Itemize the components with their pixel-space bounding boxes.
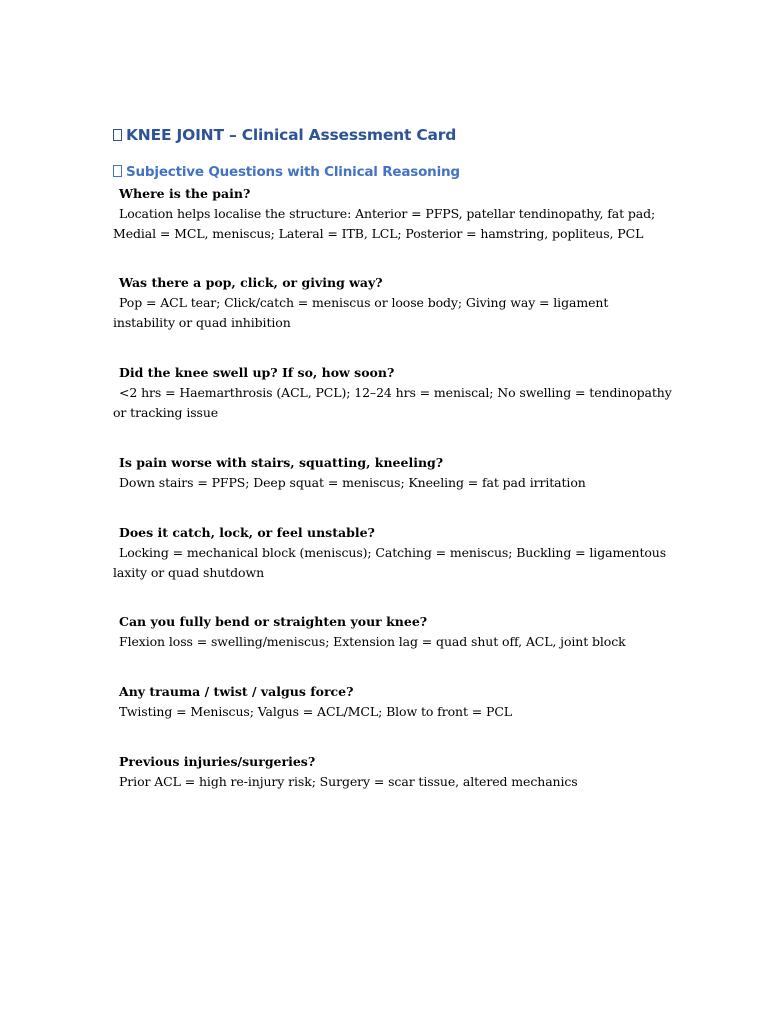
reasoning-text: Prior ACL = high re-injury risk; Surgery = scar tissue, altered mechanics [119, 774, 578, 789]
reasoning-text: Pop = ACL tear; Click/catch = meniscus or loose body; Giving way = ligament instability or quad inhibition [113, 295, 609, 330]
question-text: Any trauma / twist / valgus force? [119, 684, 354, 699]
question-block [113, 682, 673, 722]
reasoning-text: Locking = mechanical block (meniscus); Catching = meniscus; Buckling = ligamentous laxity or quad shutdown [113, 545, 667, 580]
document-title-text: KNEE JOINT – Clinical Assessment Card [126, 126, 457, 144]
reasoning-text: Flexion loss = swelling/meniscus; Extension lag = quad shut off, ACL, joint block [119, 634, 626, 649]
question-block [113, 453, 673, 493]
question-block [113, 612, 673, 652]
question-block [113, 752, 673, 792]
question-text: Where is the pain? [119, 186, 251, 201]
reasoning-text: Twisting = Meniscus; Valgus = ACL/MCL; Blow to front = PCL [119, 704, 512, 719]
question-text: Does it catch, lock, or feel unstable? [119, 525, 375, 540]
question-text: Previous injuries/surgeries? [119, 754, 316, 769]
question-block [113, 363, 673, 423]
reasoning-text: Location helps localise the structure: Anterior = PFPS, patellar tendinopathy, fat pad; Medial = MCL, meniscus; Lateral = ITB, LCL; Posterior = hamstring, popliteus, PCL [113, 206, 656, 241]
question-block [113, 184, 673, 244]
section-heading [113, 162, 733, 182]
missing-glyph-icon [113, 129, 122, 141]
question-text: Is pain worse with stairs, squatting, kneeling? [119, 455, 444, 470]
document-title [113, 124, 733, 146]
question-text: Was there a pop, click, or giving way? [119, 275, 383, 290]
question-block [113, 523, 673, 583]
question-text: Can you fully bend or straighten your knee? [119, 614, 428, 629]
section-heading-text: Subjective Questions with Clinical Reasoning [126, 164, 460, 180]
reasoning-text: <2 hrs = Haemarthrosis (ACL, PCL); 12–24 hrs = meniscal; No swelling = tendinopathy or tracking issue [113, 385, 672, 420]
missing-glyph-icon [113, 165, 122, 177]
question-block [113, 273, 673, 333]
question-text: Did the knee swell up? If so, how soon? [119, 365, 395, 380]
reasoning-text: Down stairs = PFPS; Deep squat = meniscus; Kneeling = fat pad irritation [119, 475, 586, 490]
